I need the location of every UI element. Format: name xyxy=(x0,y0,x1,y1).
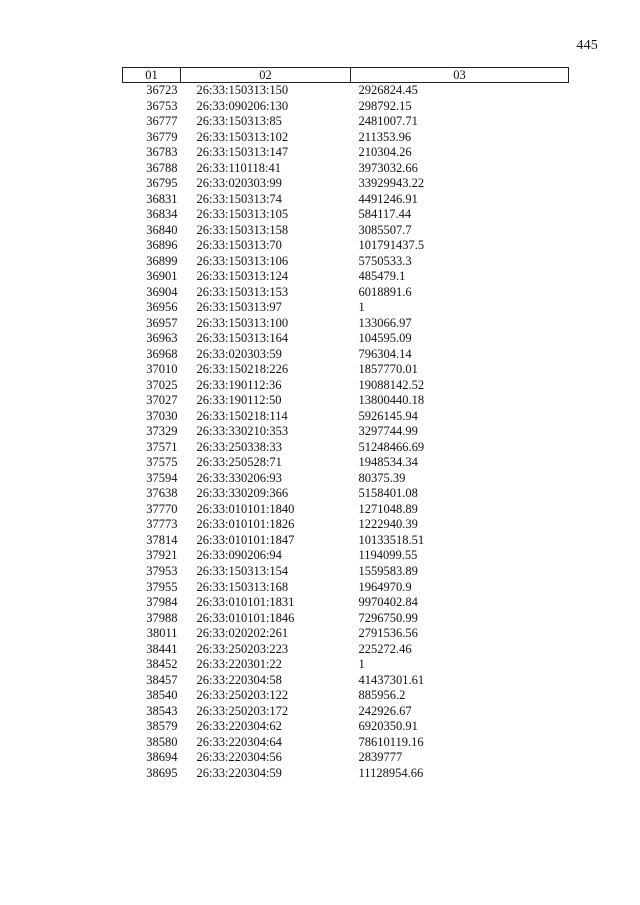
cell-01: 36783 xyxy=(146,145,178,160)
table-row xyxy=(123,750,569,766)
cell-02: 26:33:250338:33 xyxy=(196,439,282,454)
cell-01: 38580 xyxy=(146,734,178,749)
cell-01: 36896 xyxy=(146,238,178,253)
cell-02: 26:33:150313:154 xyxy=(196,563,289,578)
cell-01: 37027 xyxy=(146,393,178,408)
cell-03: 2481007.71 xyxy=(358,114,418,129)
cell-01: 38441 xyxy=(146,641,178,656)
table-row xyxy=(123,595,569,611)
cell-02: 26:33:010101:1831 xyxy=(196,595,295,610)
cell-01: 37575 xyxy=(146,455,178,470)
cell-03: 5926145.94 xyxy=(358,408,418,423)
table-row xyxy=(123,704,569,720)
cell-02: 26:33:150313:158 xyxy=(196,222,289,237)
cell-01: 36788 xyxy=(146,160,178,175)
cell-03: 78610119.16 xyxy=(358,734,424,749)
cell-02: 26:33:250203:122 xyxy=(196,688,289,703)
cell-03: 19088142.52 xyxy=(358,377,425,392)
cell-03: 5750533.3 xyxy=(358,253,412,268)
cell-01: 38540 xyxy=(146,688,178,703)
cell-01: 38579 xyxy=(146,719,178,734)
cell-03: 7296750.99 xyxy=(358,610,418,625)
cell-03: 13800440.18 xyxy=(358,393,425,408)
cell-01: 36723 xyxy=(146,83,178,97)
cell-02: 26:33:220301:22 xyxy=(196,657,282,672)
cell-01: 37010 xyxy=(146,362,178,377)
cell-01: 36901 xyxy=(146,269,178,284)
cell-03: 5158401.08 xyxy=(358,486,418,501)
column-header-03: 03 xyxy=(351,68,569,83)
cell-02: 26:33:150313:168 xyxy=(196,579,289,594)
table-row xyxy=(123,331,569,347)
cell-01: 37988 xyxy=(146,610,178,625)
table-row xyxy=(123,440,569,456)
cell-01: 36840 xyxy=(146,222,178,237)
cell-02: 26:33:150218:114 xyxy=(196,408,288,423)
cell-02: 26:33:010101:1846 xyxy=(196,610,295,625)
table-row xyxy=(123,300,569,316)
cell-03: 133066.97 xyxy=(358,315,412,330)
cell-01: 37953 xyxy=(146,563,178,578)
table-row xyxy=(123,486,569,502)
cell-02: 26:33:330206:93 xyxy=(196,470,282,485)
cell-03: 10133518.51 xyxy=(358,532,425,547)
cell-02: 26:33:220304:62 xyxy=(196,719,282,734)
table-row xyxy=(123,424,569,440)
table-row xyxy=(123,207,569,223)
cell-02: 26:33:220304:58 xyxy=(196,672,282,687)
cell-02: 26:33:150313:150 xyxy=(196,83,289,97)
cell-01: 36795 xyxy=(146,176,178,191)
cell-01: 37030 xyxy=(146,408,178,423)
cell-02: 26:33:150313:102 xyxy=(196,129,289,144)
cell-01: 37955 xyxy=(146,579,178,594)
cell-01: 36899 xyxy=(146,253,178,268)
table-row xyxy=(123,161,569,177)
column-header-01: 01 xyxy=(123,68,181,83)
table-row xyxy=(123,378,569,394)
cell-03: 6920350.91 xyxy=(358,719,418,734)
cell-01: 36963 xyxy=(146,331,178,346)
column-header-02: 02 xyxy=(181,68,351,83)
table-row xyxy=(123,673,569,689)
cell-03: 41437301.61 xyxy=(358,672,425,687)
cell-03: 211353.96 xyxy=(358,129,412,144)
cell-03: 796304.14 xyxy=(358,346,412,361)
cell-02: 26:33:110118:41 xyxy=(196,160,281,175)
table-row xyxy=(123,766,569,782)
cell-02: 26:33:150313:106 xyxy=(196,253,289,268)
table-row xyxy=(123,611,569,627)
cell-02: 26:33:020202:261 xyxy=(196,626,289,641)
cell-01: 36831 xyxy=(146,191,178,206)
table-row xyxy=(123,657,569,673)
cell-02: 26:33:150313:105 xyxy=(196,207,289,222)
cell-01: 37921 xyxy=(146,548,178,563)
cell-02: 26:33:250203:172 xyxy=(196,703,289,718)
cell-03: 3973032.66 xyxy=(358,160,418,175)
cell-02: 26:33:010101:1826 xyxy=(196,517,295,532)
table-row xyxy=(123,719,569,735)
cell-01: 38694 xyxy=(146,750,178,765)
table-row xyxy=(123,735,569,751)
table-row xyxy=(123,176,569,192)
cell-02: 26:33:250528:71 xyxy=(196,455,282,470)
cell-01: 36956 xyxy=(146,300,178,315)
table-row xyxy=(123,254,569,270)
cell-03: 1194099.55 xyxy=(358,548,418,563)
cell-01: 37814 xyxy=(146,532,178,547)
cell-03: 51248466.69 xyxy=(358,439,425,454)
cell-02: 26:33:150313:70 xyxy=(196,238,282,253)
cell-03: 1 xyxy=(358,657,365,672)
cell-01: 37025 xyxy=(146,377,178,392)
cell-02: 26:33:150313:124 xyxy=(196,269,289,284)
cell-03: 1964970.9 xyxy=(358,579,412,594)
cell-03: 104595.09 xyxy=(358,331,412,346)
table-row xyxy=(123,285,569,301)
cell-03: 2839777 xyxy=(358,750,403,765)
cell-03: 1559583.89 xyxy=(358,563,418,578)
table-row xyxy=(123,223,569,239)
page-number: 445 xyxy=(576,38,598,53)
table-row xyxy=(123,564,569,580)
cell-02: 26:33:090206:130 xyxy=(196,98,289,113)
table-row xyxy=(123,238,569,254)
cell-03: 1 xyxy=(358,300,365,315)
cell-01: 37594 xyxy=(146,470,178,485)
table-row xyxy=(123,130,569,146)
table-row xyxy=(123,83,569,99)
cell-01: 38452 xyxy=(146,657,178,672)
cell-02: 26:33:010101:1840 xyxy=(196,501,295,516)
cell-01: 36779 xyxy=(146,129,178,144)
cell-02: 26:33:150313:164 xyxy=(196,331,289,346)
cell-02: 26:33:150313:153 xyxy=(196,284,289,299)
cell-01: 37329 xyxy=(146,424,178,439)
table-row xyxy=(123,688,569,704)
cell-02: 26:33:250203:223 xyxy=(196,641,289,656)
cell-01: 36968 xyxy=(146,346,178,361)
cell-02: 26:33:150218:226 xyxy=(196,362,289,377)
cell-02: 26:33:150313:147 xyxy=(196,145,289,160)
cell-01: 36957 xyxy=(146,315,178,330)
cell-02: 26:33:150313:74 xyxy=(196,191,282,206)
cell-03: 11128954.66 xyxy=(358,765,424,780)
cell-02: 26:33:020303:99 xyxy=(196,176,282,191)
cell-02: 26:33:020303:59 xyxy=(196,346,282,361)
cell-03: 485479.1 xyxy=(358,269,406,284)
table-row xyxy=(123,316,569,332)
table-row xyxy=(123,269,569,285)
table-row xyxy=(123,145,569,161)
cell-03: 242926.67 xyxy=(358,703,412,718)
cell-01: 38457 xyxy=(146,672,178,687)
table-row xyxy=(123,362,569,378)
cell-02: 26:33:220304:59 xyxy=(196,765,282,780)
cell-02: 26:33:330210:353 xyxy=(196,424,289,439)
cell-01: 37638 xyxy=(146,486,178,501)
table-row xyxy=(123,626,569,642)
cell-02: 26:33:190112:50 xyxy=(196,393,282,408)
cell-01: 38695 xyxy=(146,765,178,780)
cell-03: 584117.44 xyxy=(358,207,412,222)
cell-01: 36777 xyxy=(146,114,178,129)
table-row xyxy=(123,409,569,425)
cell-03: 2791536.56 xyxy=(358,626,418,641)
data-table xyxy=(122,67,569,781)
table-row xyxy=(123,548,569,564)
cell-01: 37770 xyxy=(146,501,178,516)
header-row xyxy=(123,68,569,83)
cell-03: 101791437.5 xyxy=(358,238,425,253)
cell-03: 1222940.39 xyxy=(358,517,418,532)
cell-01: 36834 xyxy=(146,207,178,222)
cell-01: 38011 xyxy=(146,626,178,641)
cell-03: 298792.15 xyxy=(358,98,412,113)
cell-01: 37773 xyxy=(146,517,178,532)
cell-02: 26:33:090206:94 xyxy=(196,548,282,563)
cell-01: 36753 xyxy=(146,98,178,113)
cell-03: 3297744.99 xyxy=(358,424,418,439)
cell-03: 9970402.84 xyxy=(358,595,418,610)
table-row xyxy=(123,533,569,549)
cell-03: 33929943.22 xyxy=(358,176,425,191)
cell-02: 26:33:010101:1847 xyxy=(196,532,295,547)
cell-03: 80375.39 xyxy=(358,470,406,485)
cell-01: 38543 xyxy=(146,703,178,718)
table-row xyxy=(123,517,569,533)
table-row xyxy=(123,642,569,658)
cell-03: 3085507.7 xyxy=(358,222,412,237)
cell-03: 1271048.89 xyxy=(358,501,418,516)
cell-02: 26:33:330209:366 xyxy=(196,486,289,501)
table-body xyxy=(123,83,569,782)
cell-02: 26:33:220304:56 xyxy=(196,750,282,765)
table-row xyxy=(123,580,569,596)
cell-03: 210304.26 xyxy=(358,145,412,160)
cell-02: 26:33:150313:100 xyxy=(196,315,289,330)
cell-03: 225272.46 xyxy=(358,641,412,656)
table-row xyxy=(123,192,569,208)
table-row xyxy=(123,455,569,471)
table-row xyxy=(123,393,569,409)
table-row xyxy=(123,347,569,363)
cell-03: 4491246.91 xyxy=(358,191,418,206)
cell-03: 1948534.34 xyxy=(358,455,418,470)
cell-01: 36904 xyxy=(146,284,178,299)
cell-02: 26:33:150313:97 xyxy=(196,300,282,315)
table-row xyxy=(123,114,569,130)
cell-02: 26:33:190112:36 xyxy=(196,377,282,392)
cell-03: 6018891.6 xyxy=(358,284,412,299)
table-row xyxy=(123,502,569,518)
cell-03: 2926824.45 xyxy=(358,83,418,97)
cell-01: 37984 xyxy=(146,595,178,610)
table-row xyxy=(123,99,569,115)
cell-02: 26:33:150313:85 xyxy=(196,114,282,129)
cell-01: 37571 xyxy=(146,439,178,454)
table-row xyxy=(123,471,569,487)
cell-03: 885956.2 xyxy=(358,688,406,703)
table-header xyxy=(123,68,569,83)
cell-02: 26:33:220304:64 xyxy=(196,734,282,749)
cell-03: 1857770.01 xyxy=(358,362,418,377)
